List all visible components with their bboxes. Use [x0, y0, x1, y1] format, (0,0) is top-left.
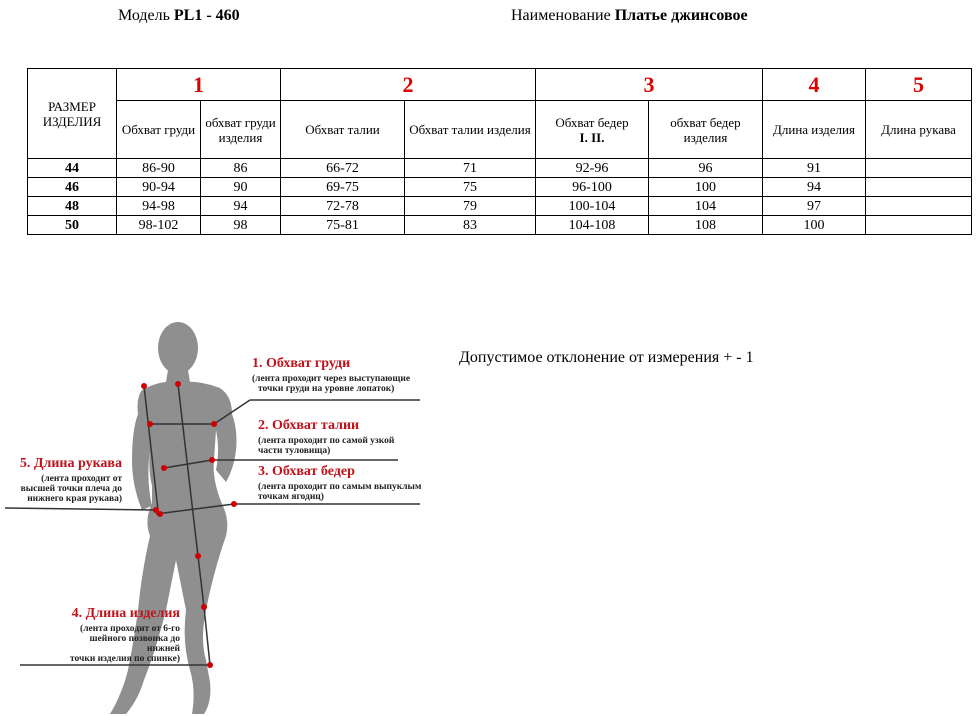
- table-cell: [866, 159, 972, 178]
- table-cell: 94-98: [117, 197, 201, 216]
- table-cell: 83: [405, 216, 536, 235]
- group-2: 2: [281, 69, 536, 101]
- product-name-label: Наименование: [511, 7, 611, 24]
- table-row: [28, 178, 972, 197]
- label-sleeve: 5. Длина рукава (лента проходит от высшей точки плеча до нижнего края рукава): [19, 456, 122, 504]
- table-cell: 104-108: [536, 216, 649, 235]
- measurement-figure: [0, 310, 470, 716]
- table-cell: 69-75: [281, 178, 405, 197]
- table-row: [28, 197, 972, 216]
- table-cell: 94: [201, 197, 281, 216]
- table-cell: 94: [763, 178, 866, 197]
- table-cell: 75: [405, 178, 536, 197]
- size-table: [27, 68, 972, 235]
- product-name-value: Платье джинсовое: [614, 7, 748, 24]
- table-cell: 100: [649, 178, 763, 197]
- column-header-row: [28, 101, 972, 159]
- size-cell: 48: [28, 197, 117, 216]
- table-cell: 92-96: [536, 159, 649, 178]
- table-cell: 90: [201, 178, 281, 197]
- table-cell: 86: [201, 159, 281, 178]
- table-cell: 96: [649, 159, 763, 178]
- size-cell: 44: [28, 159, 117, 178]
- model-label: Модель: [118, 7, 170, 24]
- col-hips-suffix: I. II.: [579, 129, 605, 145]
- table-cell: 96-100: [536, 178, 649, 197]
- col-hips: [536, 101, 649, 159]
- size-header: РАЗМЕР ИЗДЕЛИЯ: [28, 69, 117, 159]
- col-chest-garment: обхват груди изделия: [201, 101, 281, 159]
- group-5: 5: [866, 69, 972, 101]
- model-value: PL1 - 460: [173, 7, 240, 24]
- table-cell: 90-94: [117, 178, 201, 197]
- label-length: 4. Длина изделия (лента проходит от 6-го шейного позвонка до нижней точки изделия по спинке): [69, 606, 180, 664]
- table-cell: 98-102: [117, 216, 201, 235]
- table-cell: 71: [405, 159, 536, 178]
- table-cell: [866, 216, 972, 235]
- label-hips: 3. Обхват бедер (лента проходит по самым выпуклым точкам ягодиц): [258, 464, 422, 502]
- table-cell: 97: [763, 197, 866, 216]
- table-cell: 72-78: [281, 197, 405, 216]
- size-cell: 50: [28, 216, 117, 235]
- group-header-row: [28, 69, 972, 101]
- label-chest: 1. Обхват груди (лента проходит через выступающие точки груди на уровне лопаток): [252, 356, 411, 394]
- model-line: [118, 7, 240, 25]
- table-cell: 91: [763, 159, 866, 178]
- table-cell: [866, 178, 972, 197]
- product-name-line: [511, 7, 748, 25]
- col-chest: Обхват груди: [117, 101, 201, 159]
- table-cell: 98: [201, 216, 281, 235]
- group-1: 1: [117, 69, 281, 101]
- table-cell: 100: [763, 216, 866, 235]
- group-4: 4: [763, 69, 866, 101]
- col-hips-label: Обхват бедер: [555, 114, 629, 130]
- tolerance-note: Допустимое отклонение от измерения + - 1: [459, 349, 754, 366]
- col-hips-garment: обхват бедер изделия: [649, 101, 763, 159]
- table-cell: 79: [405, 197, 536, 216]
- col-waist-garment: Обхват талии изделия: [405, 101, 536, 159]
- table-row: [28, 216, 972, 235]
- table-cell: [866, 197, 972, 216]
- table-cell: 100-104: [536, 197, 649, 216]
- table-cell: 108: [649, 216, 763, 235]
- size-cell: 46: [28, 178, 117, 197]
- table-cell: 104: [649, 197, 763, 216]
- group-3: 3: [536, 69, 763, 101]
- table-cell: 75-81: [281, 216, 405, 235]
- col-length: Длина изделия: [763, 101, 866, 159]
- table-cell: 66-72: [281, 159, 405, 178]
- col-waist: Обхват талии: [281, 101, 405, 159]
- col-sleeve: Длина рукава: [866, 101, 972, 159]
- table-cell: 86-90: [117, 159, 201, 178]
- table-row: [28, 159, 972, 178]
- label-waist: 2. Обхват талии (лента проходит по самой узкой части туловища): [258, 418, 395, 456]
